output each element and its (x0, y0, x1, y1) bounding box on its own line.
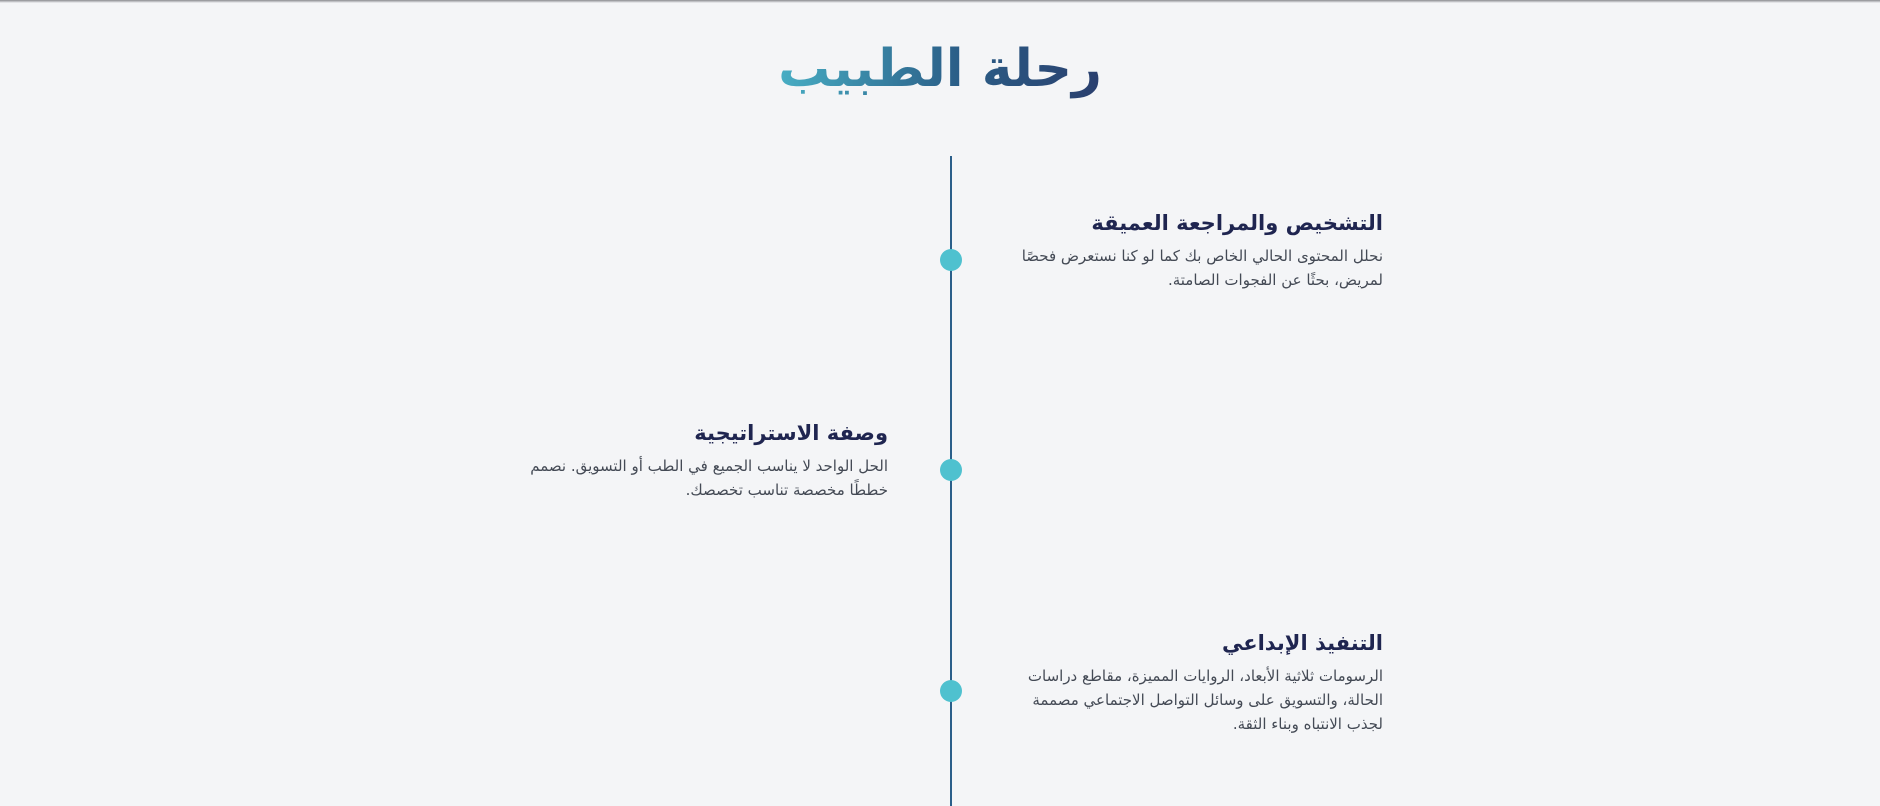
timeline-item-title: وصفة الاستراتيجية (694, 421, 888, 445)
timeline-item-text: الحل الواحد لا يناسب الجميع في الطب أو التسويق. نصمم خططًا مخصصة تناسب تخصصك. (530, 457, 888, 499)
top-shadow (0, 0, 1880, 3)
timeline-item (508, 418, 888, 502)
timeline-item-title: التنفيذ الإبداعي (1222, 631, 1383, 655)
timeline-item (1003, 628, 1383, 736)
timeline-dot (940, 680, 962, 702)
timeline-item-title: التشخيص والمراجعة العميقة (1091, 211, 1383, 235)
timeline-item-text: الرسومات ثلاثية الأبعاد، الروايات المميزة، مقاطع دراسات الحالة، والتسويق على وسائل التواصل الاجتماعي مصممة لجذب الانتباه وبناء الثقة. (1027, 667, 1383, 733)
timeline-dot (940, 459, 962, 481)
page-title-text: رحلة الطبيب (778, 39, 1102, 99)
timeline-item-text: نحلل المحتوى الحالي الخاص بك كما لو كنا نستعرض فحصًا لمريض، بحثًا عن الفجوات الصامتة. (1021, 247, 1383, 289)
timeline-dot (940, 249, 962, 271)
timeline-item (1003, 208, 1383, 292)
page-title (0, 34, 1880, 104)
